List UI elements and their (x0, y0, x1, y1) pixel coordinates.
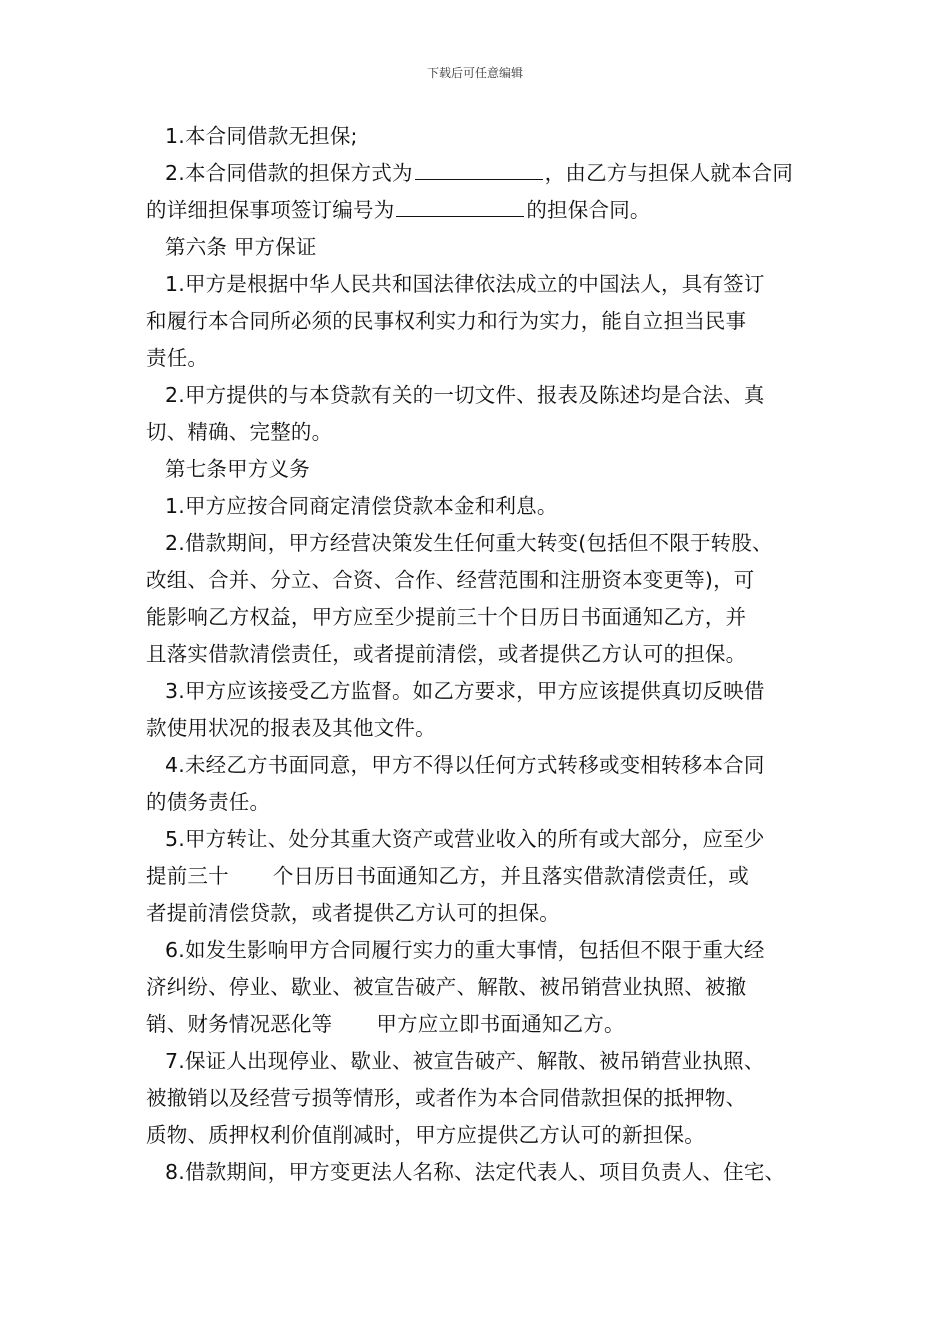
paragraph-line: 被撤销以及经营亏损等情形，或者作为本合同借款担保的抵押物、 (146, 1086, 747, 1110)
paragraph-line: 的债务责任。 (146, 790, 271, 814)
line-text: ，由乙方与担保人就本合同 (544, 161, 794, 185)
paragraph-line: 能影响乙方权益，甲方应至少提前三十个日历日书面通知乙方，并 (146, 605, 747, 629)
document-body (146, 118, 826, 1191)
paragraph-line: 质物、质押权利价值削减时，甲方应提供乙方认可的新担保。 (146, 1123, 705, 1147)
paragraph-line: 1.本合同借款无担保; (165, 124, 358, 148)
paragraph-line: 和履行本合同所必须的民事权利实力和行为实力，能自立担当民事 (146, 309, 747, 333)
paragraph-line: 1.甲方应按合同商定清偿贷款本金和利息。 (165, 494, 558, 518)
blank-field[interactable] (415, 157, 543, 180)
section-heading: 第七条甲方义务 (165, 457, 310, 481)
paragraph-line: 4.未经乙方书面同意，甲方不得以任何方式转移或变相转移本合同 (165, 753, 765, 777)
page-header: 下载后可任意编辑 (426, 66, 523, 80)
paragraph-line: 切、精确、完整的。 (146, 420, 333, 444)
line-text: 的详细担保事项签订编号为 (146, 198, 395, 222)
paragraph-line: 款使用状况的报表及其他文件。 (146, 716, 436, 740)
paragraph-line: 责任。 (146, 346, 209, 370)
paragraph-line: 济纠纷、停业、歇业、被宣告破产、解散、被吊销营业执照、被撤 (146, 975, 747, 999)
paragraph-line: 1.甲方是根据中华人民共和国法律依法成立的中国法人，具有签订 (165, 272, 765, 296)
paragraph-line: 3.甲方应该接受乙方监督。如乙方要求，甲方应该提供真切反映借 (165, 679, 765, 703)
paragraph-line (146, 155, 826, 192)
paragraph-line: 者提前清偿贷款，或者提供乙方认可的担保。 (146, 901, 560, 925)
line-text: 甲方应立即书面通知乙方。 (376, 1012, 625, 1036)
line-text: 个日历日书面通知乙方，并且落实借款清偿责任，或 (272, 864, 749, 888)
line-text: 2.本合同借款的担保方式为 (165, 161, 413, 185)
paragraph-line: 2.甲方提供的与本贷款有关的一切文件、报表及陈述均是合法、真 (165, 383, 765, 407)
paragraph-line: 改组、合并、分立、合资、合作、经营范围和注册资本变更等)，可 (146, 568, 755, 592)
paragraph-line: 8.借款期间，甲方变更法人名称、法定代表人、项目负责人、住宅、 (165, 1160, 786, 1184)
blank-field[interactable] (396, 194, 524, 217)
section-heading: 第六条 甲方保证 (165, 235, 317, 259)
paragraph-line (146, 192, 826, 229)
paragraph-line: 6.如发生影响甲方合同履行实力的重大事情，包括但不限于重大经 (165, 938, 765, 962)
line-text: 提前三十 (146, 864, 229, 888)
paragraph-line: 5.甲方转让、处分其重大资产或营业收入的所有或大部分，应至少 (165, 827, 765, 851)
paragraph-line (146, 1006, 826, 1043)
paragraph-line: 且落实借款清偿责任，或者提前清偿，或者提供乙方认可的担保。 (146, 642, 747, 666)
line-text: 销、财务情况恶化等 (146, 1012, 333, 1036)
paragraph-line: 7.保证人出现停业、歇业、被宣告破产、解散、被吊销营业执照、 (165, 1049, 765, 1073)
paragraph-line (146, 858, 826, 895)
line-text: 的担保合同。 (526, 198, 651, 222)
paragraph-line: 2.借款期间，甲方经营决策发生任何重大转变(包括但不限于转股、 (165, 531, 773, 555)
